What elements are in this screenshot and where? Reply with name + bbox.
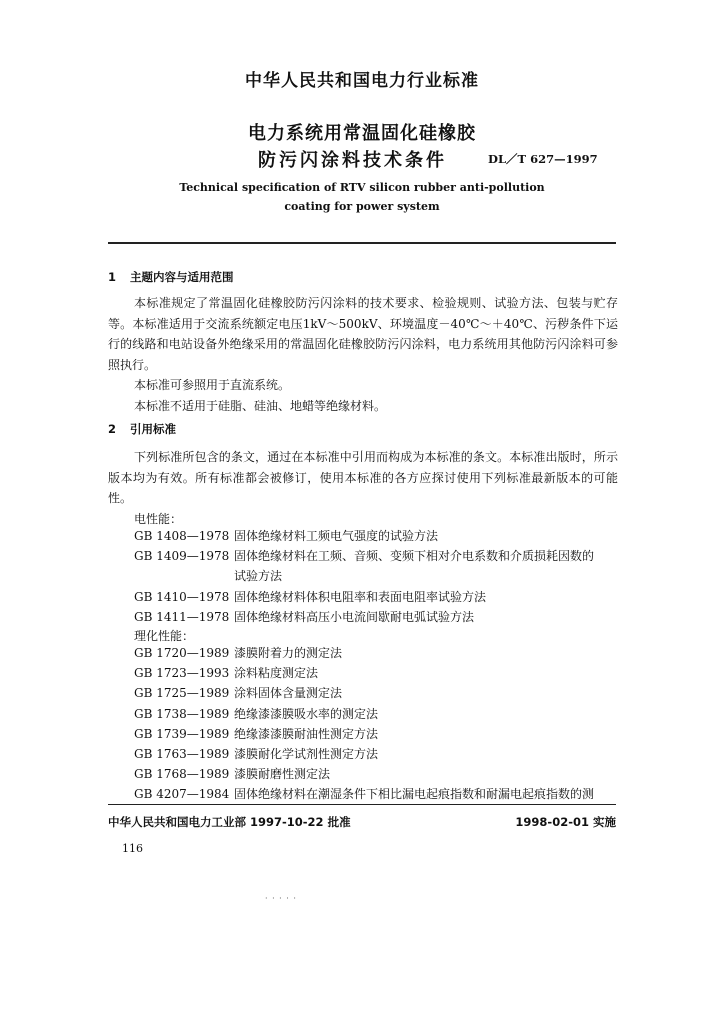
page-number: 116 [122,842,143,855]
section-2-heading [108,421,176,437]
section-title: 主题内容与适用范围 [130,270,234,284]
reference-title: 漆膜耐磨性测定法 [234,767,331,782]
reference-code: GB 1410—1978 [134,589,230,604]
reference-title: 漆膜附着力的测定法 [234,646,343,660]
paragraph: 本标准规定了常温固化硅橡胶防污闪涂料的技术要求、检验规则、试验方法、包装与贮存等。本标准适用于交流系统额定电压1kV～500kV、环境温度－40℃～＋40℃、污秽条件下运行的线路和电站设备外绝缘采用的常温固化硅橡胶防污闪涂料，电力系统用其他防污闪涂料可参照执行。 [108,296,618,372]
reference-title: 绝缘漆漆膜耐油性测定方法 [234,726,379,741]
paragraph: 本标准可参照用于直流系统。 [134,378,291,392]
reference-title: 固体绝缘材料在潮湿条件下相比漏电起痕指数和耐漏电起痕指数的测 [234,787,595,802]
reference-code: GB 1408—1978 [134,529,230,543]
document-header: 中华人民共和国电力行业标准 [245,71,479,91]
reference-code: GB 4207—1984 [134,787,230,802]
english-title-line-2: coating for power system [284,200,440,213]
reference-item [134,784,618,804]
reference-item [134,704,618,724]
reference-title: 固体绝缘材料在工频、音频、变频下相对介电系数和介质损耗因数的 [234,549,595,564]
reference-code: GB 1739—1989 [134,726,230,741]
reference-item [134,744,618,764]
reference-list-physicochemical [134,643,618,805]
reference-code: GB 1763—1989 [134,746,230,761]
section-1-body [108,293,618,416]
reference-list-electrical [134,526,618,627]
reference-code: GB 1720—1989 [134,646,230,660]
paragraph: 本标准不适用于硅脂、硅油、地蜡等绝缘材料。 [134,398,387,413]
reference-code: GB 1768—1989 [134,767,230,782]
reference-code: GB 1725—1989 [134,686,230,701]
reference-item [134,607,618,627]
title-line-2: 防污闪涂料技术条件 [258,150,447,171]
section-1-heading [108,269,234,285]
group-label-physicochemical: 理化性能： [134,629,195,643]
reference-item [134,643,618,663]
scan-artifact: · · · · · [265,894,297,903]
section-number: 2 [108,422,117,436]
bottom-divider [108,804,616,805]
standard-code: DL／T 627—1997 [488,152,598,166]
reference-code: GB 1738—1989 [134,706,230,721]
reference-title: 涂料固体含量测定法 [234,686,343,701]
english-title-line-1: Technical specification of RTV silicon rubber anti-pollution [179,181,545,194]
reference-code: GB 1723—1993 [134,666,230,681]
approval-note: 中华人民共和国电力工业部 1997-10-22 批准 [108,815,351,829]
reference-title: 固体绝缘材料工频电气强度的试验方法 [234,529,439,543]
section-title: 引用标准 [130,422,176,436]
reference-code: GB 1411—1978 [134,609,230,624]
reference-item [134,526,618,546]
reference-title: 绝缘漆漆膜吸水率的测定法 [234,706,379,721]
reference-item [134,683,618,703]
implementation-date: 1998-02-01 实施 [515,815,616,829]
group-label-electrical: 电性能： [134,512,183,526]
top-divider [108,242,616,244]
reference-item [134,663,618,683]
title-line-1: 电力系统用常温固化硅橡胶 [248,123,476,144]
reference-title: 涂料粘度测定法 [234,666,319,681]
reference-title-continuation: 试验方法 [234,569,283,584]
reference-title: 漆膜耐化学试剂性测定方法 [234,746,379,761]
reference-item [134,587,618,607]
reference-title: 固体绝缘材料高压小电流间歇耐电弧试验方法 [234,609,475,624]
section-2-body [108,447,618,509]
reference-title: 固体绝缘材料体积电阻率和表面电阻率试验方法 [234,589,487,604]
section-number: 1 [108,270,117,284]
reference-item [134,764,618,784]
paragraph: 下列标准所包含的条文，通过在本标准中引用而构成为本标准的条文。本标准出版时，所示版本均为有效。所有标准都会被修订，使用本标准的各方应探讨使用下列标准最新版本的可能性。 [108,450,618,505]
reference-item [134,546,618,566]
reference-item [134,724,618,744]
reference-code: GB 1409—1978 [134,549,230,564]
